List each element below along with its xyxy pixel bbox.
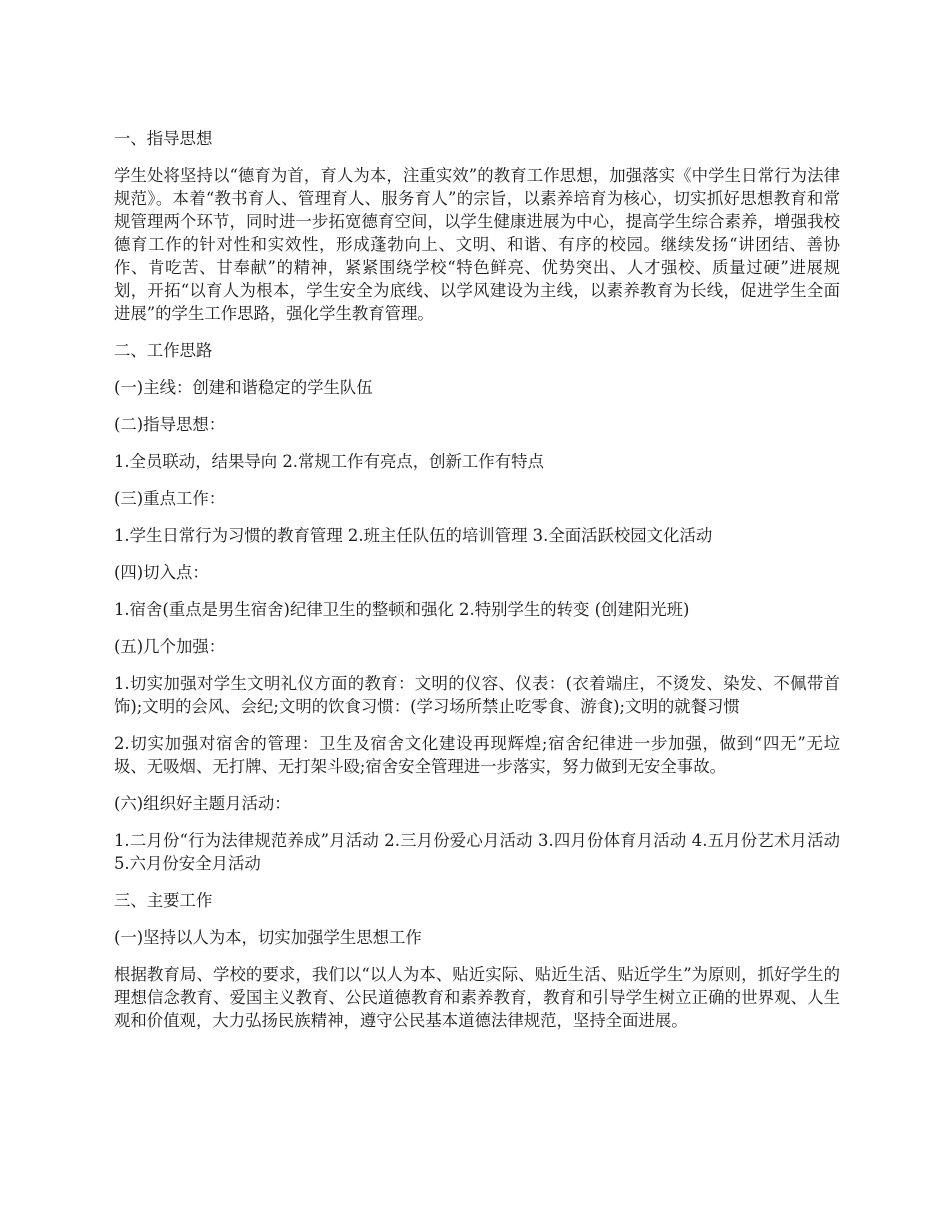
- paragraph-entry-point-label: (四)切入点：: [114, 563, 209, 582]
- paragraph-theme-month-items: 1.二月份“行为法律规范养成”月活动 2.三月份爱心月活动 3.四月份体育月活动 4.五月份艺术月活动 5.六月份安全月活动: [114, 831, 840, 873]
- paragraph-key-work-items: 1.学生日常行为习惯的教育管理 2.班主任队伍的培训管理 3.全面活跃校园文化活动: [114, 526, 713, 545]
- document-page: [114, 127, 840, 1046]
- paragraph-guiding-ideology-body: 学生处将坚持以“德育为首，育人为本，注重实效”的教育工作思想，加强落实《中学生日常行为法律规范》。本着“教书育人、管理育人、服务育人”的宗旨，以素养培育为核心，切实抓好思想教育和常规管理两个环节，同时进一步拓宽德育空间，以学生健康进展为中心，提高学生综合素养，增强我校德育工作的针对性和实效性，形成蓬勃向上、文明、和谐、有序的校园。继续发扬“讲团结、善协作、肯吃苦、甘奉献”的精神，紧紧围绕学校“特色鲜亮、优势突出、人才强校、质量过硬”进展规划，开拓“以育人为根本，学生安全为底线、以学风建设为主线，以素养教育为长线，促进学生全面进展”的学生工作思路，强化学生教育管理。: [114, 166, 840, 323]
- section-heading-guiding-ideology: 一、指导思想: [114, 129, 213, 148]
- paragraph-guiding-thought-items: 1.全员联动，结果导向 2.常规工作有亮点，创新工作有特点: [114, 452, 544, 471]
- paragraph-people-oriented: (一)坚持以人为本，切实加强学生思想工作: [114, 928, 422, 947]
- paragraph-education-requirements: 根据教育局、学校的要求，我们以“以人为本、贴近实际、贴近生活、贴近学生”为原则，抓好学生的理想信念教育、爱国主义教育、公民道德教育和素养教育，教育和引导学生树立正确的世界观、人生观和价值观，大力弘扬民族精神，遵守公民基本道德法律规范，坚持全面进展。: [114, 965, 840, 1030]
- paragraph-guiding-thought-label: (二)指导思想：: [114, 415, 226, 434]
- paragraph-entry-point-items: 1.宿舍(重点是男生宿舍)纪律卫生的整顿和强化 2.特别学生的转变 (创建阳光班): [114, 600, 690, 619]
- paragraph-strengthen-label: (五)几个加强：: [114, 637, 226, 656]
- paragraph-main-line: (一)主线：创建和谐稳定的学生队伍: [114, 378, 373, 397]
- paragraph-theme-month-label: (六)组织好主题月活动：: [114, 794, 291, 813]
- paragraph-key-work-label: (三)重点工作：: [114, 489, 226, 508]
- section-heading-main-work: 三、主要工作: [114, 891, 213, 910]
- paragraph-strengthen-etiquette: 1.切实加强对学生文明礼仪方面的教育：文明的仪容、仪表：(衣着端庄，不烫发、染发、不佩带首饰);文明的会风、会纪;文明的饮食习惯：(学习场所禁止吃零食、游食);文明的就餐习惯: [114, 674, 840, 716]
- section-heading-work-approach: 二、工作思路: [114, 341, 213, 360]
- paragraph-strengthen-dormitory: 2.切实加强对宿舍的管理：卫生及宿舍文化建设再现辉煌;宿舍纪律进一步加强，做到“四无”无垃圾、无吸烟、无打牌、无打架斗殴;宿舍安全管理进一步落实，努力做到无安全事故。: [114, 734, 840, 776]
